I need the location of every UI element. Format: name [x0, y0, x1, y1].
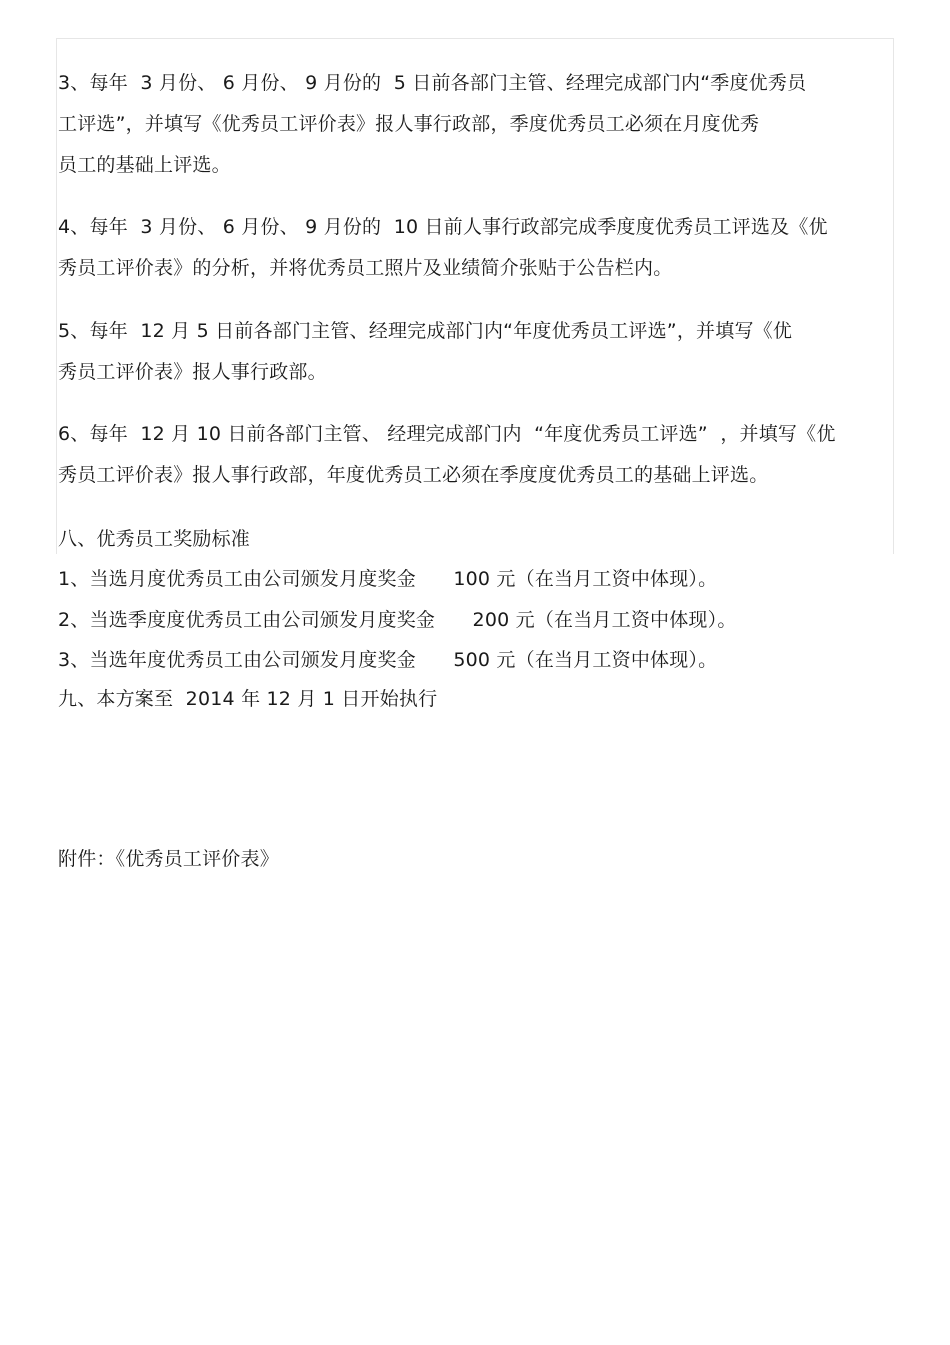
- paragraph-6-line-1: 6、每年 12 月 10 日前各部门主管、 经理完成部门内 “年度优秀员工评选” ，并填写《优: [58, 423, 836, 445]
- paragraph-5-line-1: 5、每年 12 月 5 日前各部门主管、经理完成部门内“年度优秀员工评选”，并填写《优: [58, 320, 793, 342]
- reward-item-1: 1、当选月度优秀员工由公司颁发月度奖金 100 元（在当月工资中体现）。: [58, 568, 718, 590]
- reward-item-2: 2、当选季度度优秀员工由公司颁发月度奖金 200 元（在当月工资中体现）。: [58, 609, 737, 631]
- section-8-heading: 八、优秀员工奖励标准: [58, 528, 251, 550]
- paragraph-4-line-1: 4、每年 3 月份、 6 月份、 9 月份的 10 日前人事行政部完成季度度优秀员工评选及《优: [58, 216, 828, 238]
- paragraph-6-line-2: 秀员工评价表》报人事行政部，年度优秀员工必须在季度度优秀员工的基础上评选。: [58, 464, 769, 486]
- reward-item-3: 3、当选年度优秀员工由公司颁发月度奖金 500 元（在当月工资中体现）。: [58, 649, 718, 671]
- paragraph-3-line-1: 3、每年 3 月份、 6 月份、 9 月份的 5 日前各部门主管、经理完成部门内“季度优秀员: [58, 72, 807, 94]
- paragraph-3-line-3: 员工的基础上评选。: [58, 154, 231, 176]
- paragraph-3-line-2: 工评选”，并填写《优秀员工评价表》报人事行政部，季度优秀员工必须在月度优秀: [58, 113, 760, 135]
- paragraph-4-line-2: 秀员工评价表》的分析，并将优秀员工照片及业绩简介张贴于公告栏内。: [58, 257, 673, 279]
- attachment-note: 附件：《优秀员工评价表》: [58, 848, 279, 870]
- section-9-effective-date: 九、本方案至 2014 年 12 月 1 日开始执行: [58, 688, 438, 710]
- paragraph-5-line-2: 秀员工评价表》报人事行政部。: [58, 361, 327, 383]
